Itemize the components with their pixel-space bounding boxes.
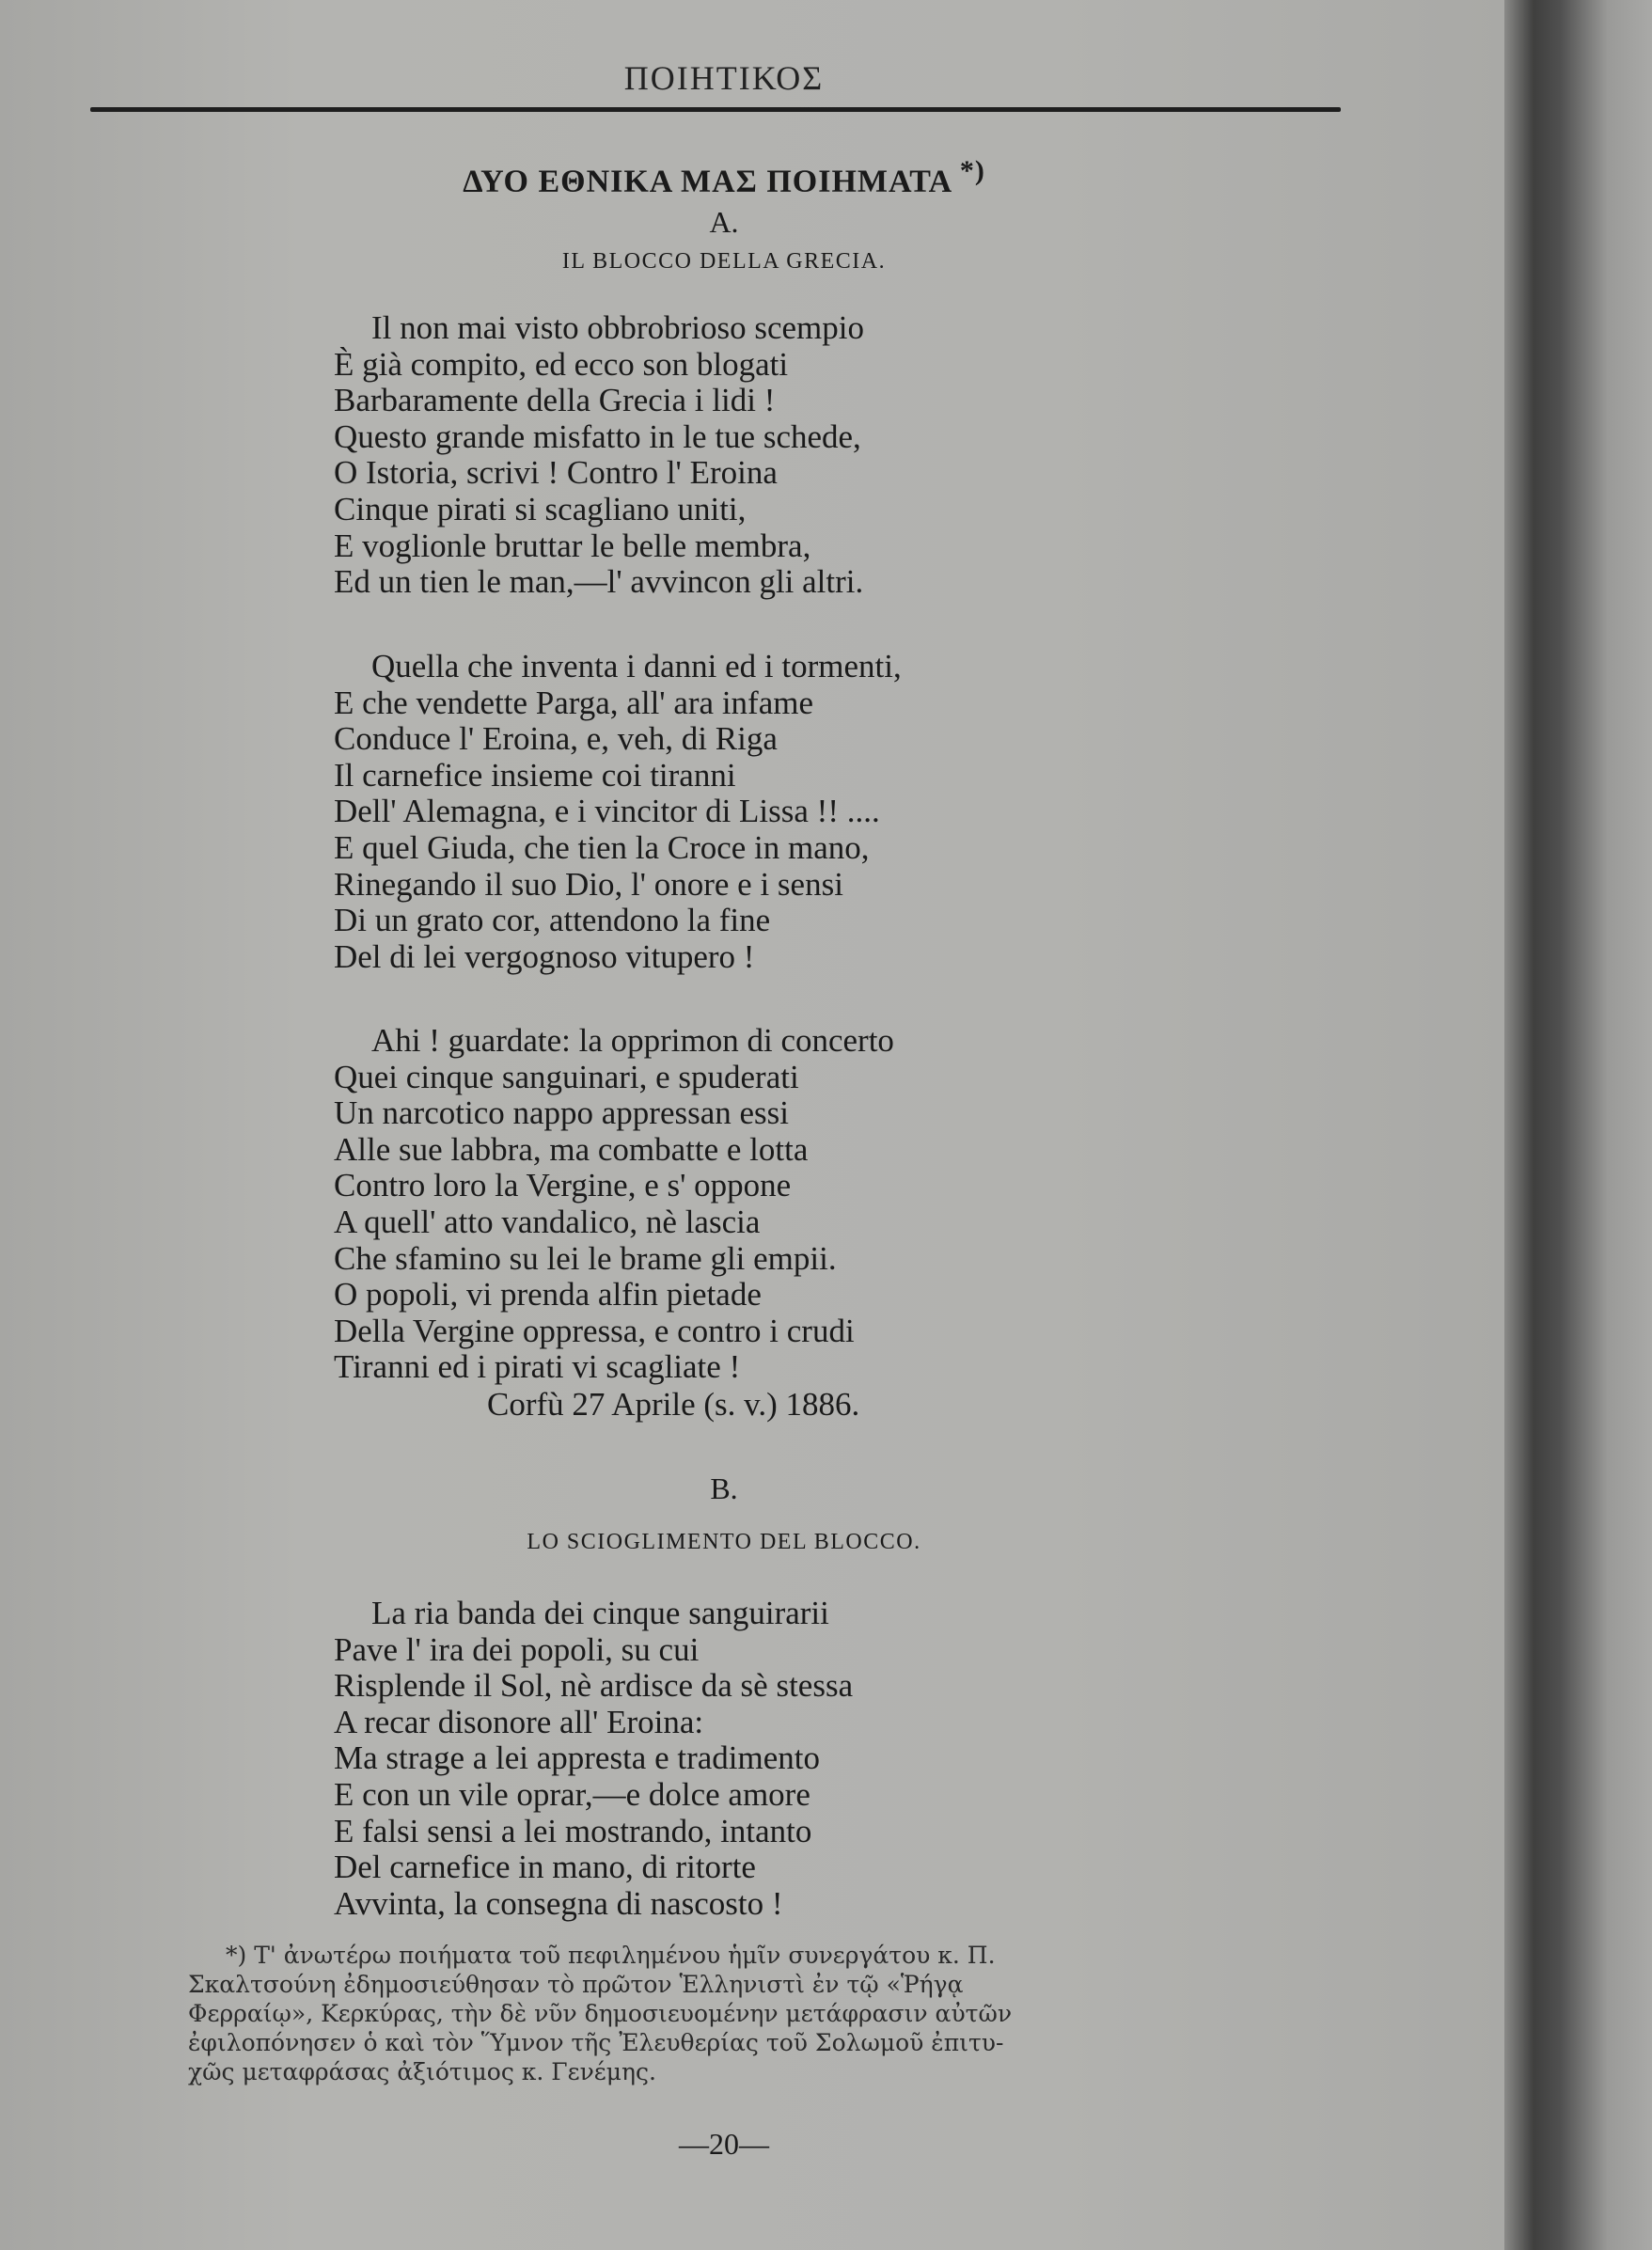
book-gutter-shadow [1504,0,1652,2250]
stanza-a-3 [334,1023,1180,1386]
footnote-marker: *) [959,155,985,186]
stanza-b [334,1596,1180,1922]
section-b-subtitle: LO SCIOGLIMENTO DEL BLOCCO. [527,1530,921,1554]
verse-line: Tiranni ed i pirati vi scagliate ! [334,1348,741,1386]
footnote-line: χῶς μεταφράσας ἀξιότιμος κ. Γενέμης. [188,2058,656,2085]
verse-line: Della Vergine oppressa, e contro i crudi [334,1312,855,1349]
verse-line: La ria banda dei cinque sanguirarii [371,1595,829,1631]
footnote-line: Φερραίῳ», Κερκύρας, τὴν δὲ νῦν δημοσιευομένην μετάφρασιν αὐτῶν [188,2000,1013,2027]
verse-line: Contro loro la Vergine, e s' oppone [334,1167,792,1204]
footnote-line: *) Τ' ἀνωτέρω ποιήματα τοῦ πεφιλημένου ἡμῖν συνεργάτου κ. Π. [226,1942,996,1969]
stanza-a-2 [334,649,1180,975]
running-head: ΠΟΙΗΤΙΚΟΣ [623,59,825,97]
verse-line: Quella che inventa i danni ed i tormenti, [371,648,902,684]
poems-title [0,155,1448,199]
verse-line: Il carnefice insieme coi tiranni [334,756,736,794]
verse-line: Alle sue labbra, ma combatte e lotta [334,1130,809,1168]
verse-line: Ma strage a lei appresta e tradimento [334,1739,821,1777]
verse-line: Pave l' ira dei popoli, su cui [334,1630,700,1668]
footnote-line: ἐφιλοπόνησεν ὁ καὶ τὸν Ὕμνον τῆς Ἐλευθερίας τοῦ Σολωμοῦ ἐπιτυ- [188,2029,1004,2056]
verse-line: O Istoria, scrivi ! Contro l' Eroina [334,454,778,492]
verse-line: Risplende il Sol, nè ardisce da sè stessa [334,1667,854,1705]
verse-line: Del di lei vergognoso vitupero ! [334,937,755,975]
verse-line: Il non mai visto obbrobrioso scempio [371,309,864,346]
verse-line: A recar disonore all' Eroina: [334,1703,704,1740]
footnote-line: Σκαλτσούνη ἐδημοσιεύθησαν τὸ πρῶτον Ἑλληνιστὶ ἐν τῷ «Ῥήγᾳ [188,1971,964,1998]
poems-title-text: ΔΥΟ ΕΘΝΙΚΑ ΜΑΣ ΠΟΙΗΜΑΤΑ [463,164,952,199]
page-number: —20— [679,2127,769,2161]
verse-line: Di un grato cor, attendono la fine [334,902,771,939]
verse-line: Ahi ! guardate: la opprimon di concerto [371,1022,894,1059]
verse-line: Ed un tien le man,—l' avvincon gli altri. [334,563,864,601]
verse-line: E che vendette Parga, all' ara infame [334,684,813,721]
verse-line: Conduce l' Eroina, e, veh, di Riga [334,720,778,758]
verse-line: Quei cinque sanguinari, e spuderati [334,1058,799,1095]
verse-line: Cinque pirati si scagliano uniti, [334,490,747,527]
verse-line: E voglionle bruttar le belle membra, [334,527,811,564]
verse-line: Rinegando il suo Dio, l' onore e i sensi [334,865,843,903]
verse-line: Barbaramente della Grecia i lidi ! [334,382,776,419]
verse-line: Avvinta, la consegna di nascosto ! [334,1884,783,1922]
verse-line: Questo grande misfatto in le tue schede, [334,417,861,455]
section-a-subtitle: IL BLOCCO DELLA GRECIA. [561,249,887,274]
verse-line: A quell' atto vandalico, nè lascia [334,1203,761,1240]
footnote [188,1941,1222,2086]
verse-line: E quel Giuda, che tien la Croce in mano, [334,828,870,866]
verse-line: O popoli, vi prenda alfin pietade [334,1276,762,1314]
stanza-a-1 [334,310,1180,601]
section-a-letter: A. [709,205,739,239]
verse-line: Dell' Alemagna, e i vincitor di Lissa !! .... [334,793,880,830]
verse-line: Un narcotico nappo appressan essi [334,1094,790,1132]
dateline: Corfù 27 Aprile (s. v.) 1886. [487,1386,860,1423]
verse-line: È già compito, ed ecco son blogati [334,345,789,383]
section-b-letter: B. [710,1471,738,1505]
header-rule [90,107,1341,112]
verse-line: Del carnefice in mano, di ritorte [334,1849,756,1886]
verse-line: E falsi sensi a lei mostrando, intanto [334,1812,812,1849]
verse-line: Che sfamino su lei le brame gli empii. [334,1239,837,1277]
verse-line: E con un vile oprar,—e dolce amore [334,1775,810,1813]
